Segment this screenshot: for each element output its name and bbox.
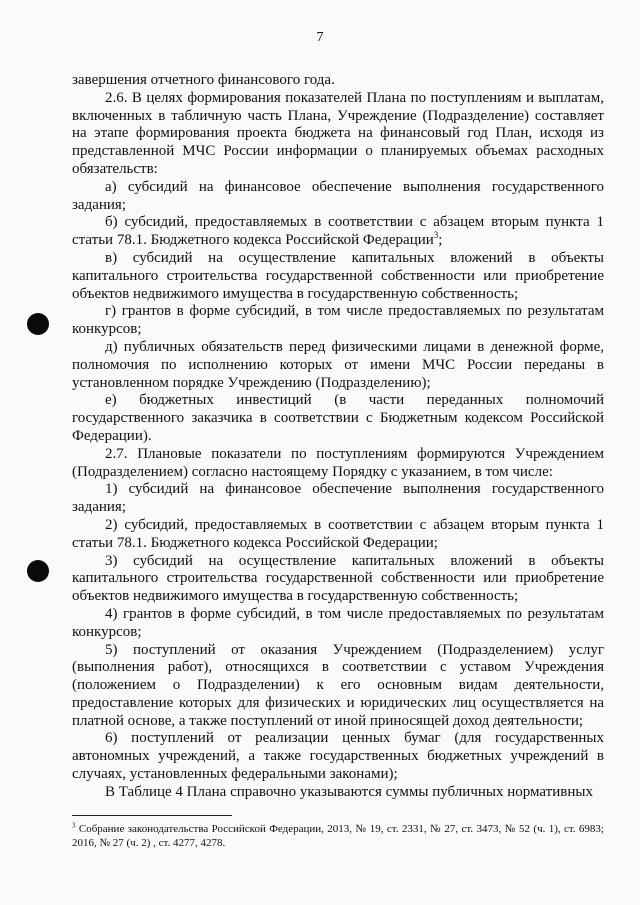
paragraph-text: В Таблице 4 Плана справочно указываются суммы публичных нормативных [105, 783, 593, 800]
footnote-mark: 3 [72, 821, 76, 830]
paragraph [72, 517, 604, 553]
footnote-divider [72, 815, 232, 816]
paragraph-text: 1) субсидий на финансовое обеспечение выполнения государственного задания; [72, 481, 604, 516]
paragraph-text-tail: ; [438, 232, 443, 249]
paragraph [72, 642, 604, 731]
paragraph-text: 2.7. Плановые показатели по поступлениям формируются Учреждением (Подразделением) согласно настоящему Порядку с указанием, в том числе: [72, 445, 604, 480]
paragraph [72, 606, 604, 642]
paragraph [72, 553, 604, 606]
paragraph-text: 5) поступлений от оказания Учреждением (Подразделением) услуг (выполнения работ), относящихся в соответствии с уставом Учреждения (положением о Подразделении) к его основным видам деятельности, предоставление которых для физических и юридических лиц осуществляется на платной основе, а также поступлений от иной приносящей доход деятельности; [72, 641, 604, 729]
paragraph-text: а) субсидий на финансовое обеспечение выполнения государственного задания; [72, 178, 604, 213]
paragraph-text: завершения отчетного финансового года. [72, 72, 335, 88]
paragraph-text: 6) поступлений от реализации ценных бумаг (для государственных автономных учреждений, а также государственных бюджетных учреждений в случаях, установленных федеральными законами); [72, 730, 604, 783]
punch-hole [27, 560, 49, 582]
punch-hole [27, 313, 49, 335]
paragraph [72, 481, 604, 517]
paragraph-text: 2.6. В целях формирования показателей Плана по поступлениям и выплатам, включенных в табличную часть Плана, Учреждение (Подразделение) составляет на этапе формирования проекта бюджета на финансовый год План, исходя из представленной МЧС России информации о планируемых объемах расходных обязательств: [72, 89, 604, 177]
footnote-ref: 3 [433, 230, 439, 241]
paragraph-text: 4) грантов в форме субсидий, в том числе предоставляемых по результатам конкурсов; [72, 605, 604, 640]
paragraph [72, 784, 604, 802]
paragraph-text: г) грантов в форме субсидий, в том числе предоставляемых по результатам конкурсов; [72, 303, 604, 338]
paragraph-text: е) бюджетных инвестиций (в части переданных полномочий государственного заказчика в соответствии с Бюджетным кодексом Российской Федерации). [72, 392, 604, 444]
footnote-text: Собрание законодательства Российской Федерации, 2013, № 19, ст. 2331, № 27, ст. 3473, № 52 (ч. 1), ст. 6983; 2016, № 27 (ч. 2) , ст. 4277, 4278. [72, 823, 604, 849]
paragraph [72, 392, 604, 445]
paragraph [72, 250, 604, 303]
paragraph-text: в) субсидий на осуществление капитальных вложений в объекты капитального строительства государственной собственности или приобретение объектов недвижимого имущества в государственную собственность; [72, 249, 604, 302]
paragraph-text: 3) субсидий на осуществление капитальных вложений в объекты капитального строительства государственной собственности или приобретение объектов недвижимого имущества в государственную собственность; [72, 552, 604, 605]
document-body [72, 72, 604, 802]
paragraph-text: 2) субсидий, предоставляемых в соответствии с абзацем вторым пункта 1 статьи 78.1. Бюджетного кодекса Российской Федерации; [72, 516, 604, 551]
page-number: 7 [316, 30, 324, 45]
paragraph [72, 90, 604, 179]
paragraph [72, 339, 604, 392]
paragraph-text: д) публичных обязательств перед физическими лицами в денежной форме, полномочия по исполнению которых от имени МЧС России переданы в установленном порядке Учреждению (Подразделению); [72, 338, 604, 391]
paragraph-text: б) субсидий, предоставляемых в соответствии с абзацем вторым пункта 1 статьи 78.1. Бюджетного кодекса Российской Федерации [72, 214, 604, 249]
paragraph [72, 303, 604, 339]
paragraph [72, 446, 604, 482]
paragraph [72, 214, 604, 250]
paragraph [72, 72, 604, 90]
paragraph [72, 730, 604, 783]
footnote [72, 822, 604, 850]
paragraph [72, 179, 604, 215]
